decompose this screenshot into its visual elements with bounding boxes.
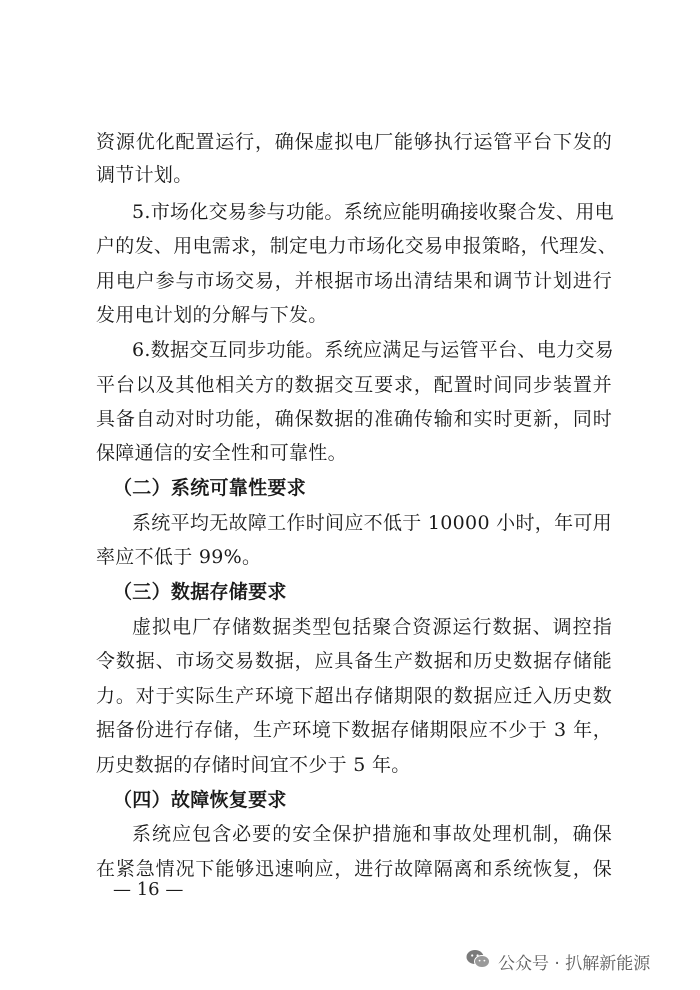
section-heading-storage: （三）数据存储要求 <box>113 581 287 603</box>
section-heading-reliability: （二）系统可靠性要求 <box>113 477 307 499</box>
body-line-2: 调节计划。 <box>96 164 193 186</box>
body-line-19: 历史数据的存储时间宜不少于 5 年。 <box>96 754 411 776</box>
body-line-7: 6.数据交互同步功能。系统应满足与运管平台、电力交易 <box>132 339 614 361</box>
body-line-3: 5.市场化交易参与功能。系统应能明确接收聚合发、用电 <box>132 201 614 223</box>
watermark <box>466 948 650 974</box>
body-line-10: 保障通信的安全性和可靠性。 <box>96 442 347 464</box>
body-line-5: 用电户参与市场交易，并根据市场出清结果和调节计划进行 <box>96 270 612 292</box>
body-line-15: 虚拟电厂存储数据类型包括聚合资源运行数据、调控指 <box>132 616 612 638</box>
body-line-13: 率应不低于 99%。 <box>96 546 262 568</box>
body-line-8: 平台以及其他相关方的数据交互要求，配置时间同步装置并 <box>96 374 612 396</box>
body-line-21: 系统应包含必要的安全保护措施和事故处理机制，确保 <box>132 823 612 845</box>
body-line-1: 资源优化配置运行，确保虚拟电厂能够执行运管平台下发的 <box>96 131 612 153</box>
body-line-9: 具备自动对时功能，确保数据的准确传输和实时更新，同时 <box>96 408 612 430</box>
body-line-18: 据备份进行存储，生产环境下数据存储期限应不少于 3 年， <box>96 719 612 741</box>
body-line-4: 户的发、用电需求，制定电力市场化交易申报策略，代理发、 <box>96 235 618 257</box>
wechat-icon <box>466 948 498 975</box>
body-line-17: 力。对于实际生产环境下超出存储期限的数据应迁入历史数 <box>96 685 612 707</box>
section-heading-recovery: （四）故障恢复要求 <box>113 789 287 811</box>
watermark-text: 公众号 · 扒解新能源 <box>498 953 651 974</box>
body-line-16: 令数据、市场交易数据，应具备生产数据和历史数据存储能 <box>96 650 612 672</box>
body-line-12: 系统平均无故障工作时间应不低于 10000 小时，年可用 <box>132 512 612 534</box>
body-line-6: 发用电计划的分解与下发。 <box>96 304 328 326</box>
body-line-22: 在紧急情况下能够迅速响应，进行故障隔离和系统恢复，保 <box>96 858 612 880</box>
page-number: — 16 — <box>113 879 184 900</box>
